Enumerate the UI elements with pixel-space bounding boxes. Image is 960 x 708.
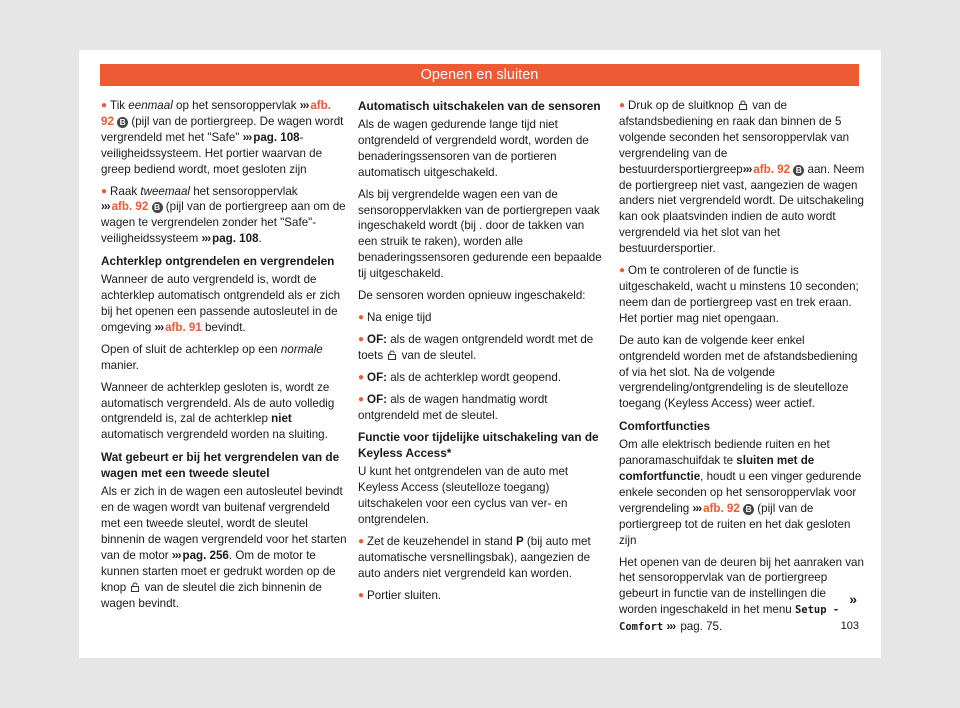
column-3 (619, 98, 865, 642)
paragraph: Open of sluit de achterklep op een normale manier. (101, 342, 323, 372)
page-number: 103 (840, 620, 859, 632)
figure-link[interactable]: afb. 91 (165, 320, 202, 334)
bullet-icon: ● (358, 371, 365, 383)
manual-page (79, 50, 881, 658)
list-item: ● OF: als de wagen handmatig wordt ontgrendeld met de sleutel. (358, 392, 548, 422)
list-item: ● Om te controleren of de functie is uitgeschakeld, wacht u minstens 10 seconden; neem dan de portiergreep vast en trek eraan. Het portier mag niet opengaan. (619, 264, 859, 325)
bullet-icon: ● (358, 536, 365, 548)
list-item: ● Na enige tijd (358, 310, 432, 324)
bullet-icon: ● (358, 333, 365, 345)
menu-path: Setup - Comfort (619, 604, 840, 634)
unlock-icon (388, 350, 396, 360)
list-item: ● OF: als de wagen ontgrendeld wordt met de toets van de sleutel. (358, 332, 594, 362)
page-link[interactable]: pag. 108 (212, 232, 259, 246)
callout-badge: B (117, 117, 128, 128)
column-1 (101, 98, 347, 617)
heading-auto-disable: Automatisch uitschakelen van de sensoren (358, 99, 601, 113)
bullet-icon: ● (101, 185, 108, 197)
figure-link[interactable]: afb. 92 (101, 99, 331, 128)
paragraph: U kunt het ontgrendelen van de auto met Keyless Access (sleutelloze toegang) uitschakelen voor een cyclus van ver- en ontgrendelen. (358, 465, 569, 527)
paragraph: De sensoren worden opnieuw ingeschakeld: (358, 289, 586, 303)
paragraph: De auto kan de volgende keer enkel ontgrendeld worden met de afstandsbediening of via het slot. Na de volgende vergrendeling/ontgrendeling is de sleutelloze toegang (Keyless Access) weer actief. (619, 333, 858, 411)
heading-keyless-disable: Functie voor tijdelijke uitschakeling van de Keyless Access* (358, 430, 599, 461)
page-link[interactable]: pag. 256 (182, 548, 229, 562)
bullet-icon: ● (619, 265, 626, 277)
callout-badge: B (793, 165, 804, 176)
heading-tailgate: Achterklep ontgrendelen en vergrendelen (101, 254, 335, 269)
bullet-icon: ● (358, 393, 365, 405)
paragraph: Als bij vergrendelde wagen een van de sensoroppervlakken van de portiergrepen vaak ingeschakeld wordt (bij . door de takken van een struik te raken), worden alle benaderingssensoren gedurende een bepaalde tij uitgeschakeld. (358, 187, 602, 281)
bullet-icon: ● (358, 311, 365, 323)
paragraph: Om alle elektrisch bediende ruiten en het panoramaschuifdak te sluiten met de comfortfunctie, houdt u een vinger gedurende enkele seconden op het sensoroppervlak voor vergrendeling ››› afb. 92 B (pijl van de portiergreep tot de ruiten en het dak gesloten zijn (619, 438, 862, 547)
figure-link[interactable]: afb. 92 (111, 200, 149, 214)
paragraph: Het openen van de deuren bij het aanraken van het sensoroppervlak van de portiergreep gebeurt in functie van de instellingen die worden ingeschakeld in het menu Setup - Comfort ››› pag. 75. (619, 555, 864, 634)
paragraph: Als er zich in de wagen een autosleutel bevindt en de wagen wordt van buitenaf vergrendeld met een tweede sleutel, wordt de sleutel binnenin de wagen vergrendeld voor het starten van de motor ››› pag. 256. Om de motor te kunnen starten moet er gedrukt worden op de knop van de sleutel die zich binnenin de wagen bevindt. (101, 485, 347, 610)
list-item: ● OF: als de achterklep wordt geopend. (358, 370, 562, 384)
list-item: ● Zet de keuzehendel in stand P (bij auto met automatische versnellingsbak), aangezien de auto anders niet vergrendeld kan worden. (358, 535, 591, 580)
figure-link[interactable]: afb. 92 (753, 162, 791, 176)
bullet-icon: ● (101, 100, 108, 111)
unlock-icon (131, 582, 139, 592)
bullet-tap-once: ● Tik eenmaal op het sensoroppervlak ››› afb. 92 B (pijl van de portiergreep. De wagen wordt vergrendeld met het "Safe" ››› pag. 108-veiligheidssysteem. Het portier waarvan de greep bediend wordt, moet gesloten zijn (101, 99, 344, 176)
heading-comfort: Comfortfuncties (619, 419, 711, 434)
page-link[interactable]: pag. 108 (253, 130, 300, 144)
section-header: Openen en sluiten (100, 64, 859, 86)
paragraph: Wanneer de auto vergrendeld is, wordt de achterklep automatisch ontgrendeld als er zich bij het openen een passende autosleutel in de omgeving ››› afb. 91 bevindt. (101, 273, 341, 334)
list-item: ● Druk op de sluitknop van de afstandsbediening en raak dan binnen de 5 volgende seconden het sensoroppervlak van vergrendeling van de bestuurdersportiergreep››› afb. 92 B aan. Neem de portiergreep niet vast, aangezien de wagen anders niet vergrendeld wordt. De uitschakeling kan ook plaatsvinden indien de auto wordt vergrendeld via het slot van het bestuurdersportier. (619, 99, 865, 256)
callout-badge: B (743, 504, 754, 515)
paragraph: Als de wagen gedurende lange tijd niet ontgrendeld of vergrendeld wordt, worden de benaderingssensoren van de portieren automatisch uitgeschakeld. (358, 118, 589, 179)
list-item: ● Portier sluiten. (358, 588, 442, 602)
heading-second-key: Wat gebeurt er bij het vergrendelen van de wagen met een tweede sleutel (101, 450, 340, 481)
column-2 (358, 98, 604, 610)
figure-link[interactable]: afb. 92 (703, 501, 740, 515)
bullet-icon: ● (358, 589, 365, 601)
paragraph: Wanneer de achterklep gesloten is, wordt ze automatisch vergrendeld. Als de auto volledig ontgrendeld is, zal de achterklep niet automatisch vergrendeld worden na sluiting. (101, 380, 335, 442)
continue-arrow-icon: » (849, 591, 857, 607)
bullet-tap-twice: ● Raak tweemaal het sensoroppervlak ››› afb. 92 B (pijl van de portiergreep aan om de wagen te vergrendelen zonder het "Safe"-veiligheidssysteem ››› pag. 108. (101, 184, 346, 246)
bullet-icon: ● (619, 100, 626, 111)
callout-badge: B (152, 202, 163, 213)
lock-icon (739, 100, 747, 110)
